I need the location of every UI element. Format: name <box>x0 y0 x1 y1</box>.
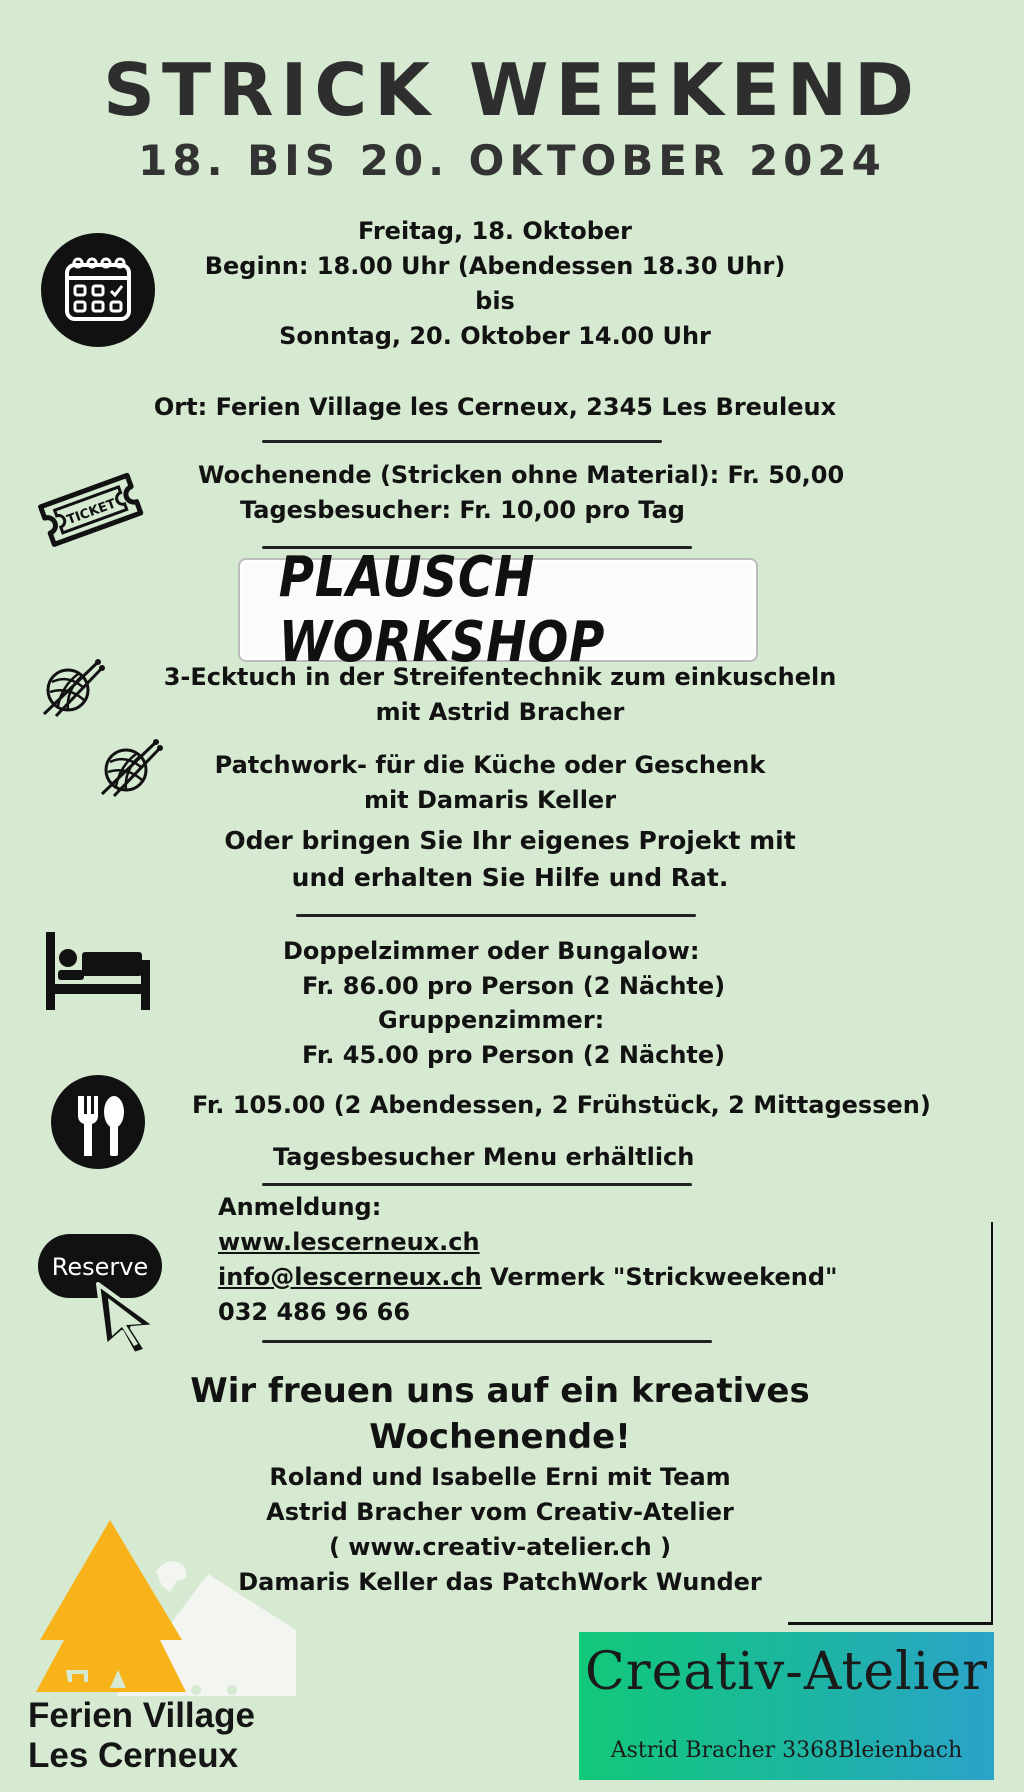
ticket-label: TICKET <box>64 496 119 529</box>
village-logo-icon <box>36 1520 296 1696</box>
village-logo-line-1: Ferien Village <box>28 1696 255 1735</box>
event-dates: 18. BIS 20. OKTOBER 2024 <box>138 136 886 185</box>
phone-number: 032 486 96 66 <box>218 1298 411 1326</box>
closing-team: Roland und Isabelle Erni mit Team <box>269 1463 731 1491</box>
page-title: STRICK WEEKEND <box>103 48 921 132</box>
village-logo-line-2: Les Cerneux <box>28 1736 239 1775</box>
atelier-logo <box>579 1632 994 1780</box>
own-project-note <box>160 822 860 896</box>
closing-atelier: Astrid Bracher vom Creativ-Atelier <box>266 1498 734 1526</box>
reserve-icon <box>38 1228 168 1354</box>
workshop-item-2-host: mit Damaris Keller <box>363 786 617 814</box>
room-group-label: Gruppenzimmer: <box>378 1006 605 1034</box>
closing-line-2: Wochenende! <box>369 1417 631 1457</box>
workshop-item-1-host: mit Astrid Bracher <box>375 698 625 726</box>
workshop-item-1 <box>130 660 870 730</box>
ticket-icon <box>30 458 150 558</box>
yarn-icon <box>38 654 106 718</box>
yarn-icon <box>96 734 164 798</box>
workshop-heading-box <box>240 545 756 675</box>
atelier-logo-subtitle: Astrid Bracher 3368Bleienbach <box>610 1738 963 1763</box>
closing-line-1: Wir freuen uns auf ein kreatives <box>190 1371 810 1411</box>
calendar-icon <box>40 232 156 348</box>
divider <box>296 914 696 917</box>
registration-block <box>218 1190 938 1330</box>
closing-patchwork: Damaris Keller das PatchWork Wunder <box>238 1568 762 1596</box>
divider <box>262 440 662 443</box>
divider <box>262 1340 712 1343</box>
email-note: Vermerk "Strickweekend" <box>481 1263 838 1291</box>
price-day: Tagesbesucher: Fr. 10,00 pro Tag <box>240 496 685 524</box>
schedule-until: bis <box>475 287 515 315</box>
room-double-label: Doppelzimmer oder Bungalow: <box>283 937 700 965</box>
website-link[interactable]: www.lescerneux.ch <box>218 1228 480 1256</box>
village-logo-text <box>28 1696 255 1776</box>
closing-atelier-url: ( www.creativ-atelier.ch ) <box>328 1533 672 1561</box>
price-weekend: Wochenende (Stricken ohne Material): Fr. 50,00 <box>198 461 845 489</box>
workshop-heading: PLAUSCH WORKSHOP <box>278 545 606 675</box>
own-project-line-1: Oder bringen Sie Ihr eigenes Projekt mit <box>224 826 796 855</box>
schedule-start-time: Beginn: 18.00 Uhr (Abendessen 18.30 Uhr) <box>204 252 786 280</box>
schedule-start-day: Freitag, 18. Oktober <box>357 217 632 245</box>
workshop-item-1-title: 3-Ecktuch in der Streifentechnik zum einkuscheln <box>163 663 837 691</box>
frame-line <box>788 1622 993 1625</box>
location: Ort: Ferien Village les Cerneux, 2345 Les Breuleux <box>153 393 837 421</box>
workshop-item-2-title: Patchwork- für die Küche oder Geschenk <box>214 751 766 779</box>
bed-icon <box>46 932 150 1010</box>
registration-label: Anmeldung: <box>218 1193 382 1221</box>
room-double-price: Fr. 86.00 pro Person (2 Nächte) <box>302 972 726 1000</box>
divider <box>262 1183 692 1186</box>
cutlery-icon <box>50 1074 146 1170</box>
frame-line <box>991 1222 993 1624</box>
schedule-end: Sonntag, 20. Oktober 14.00 Uhr <box>279 322 711 350</box>
meal-day-visitor: Tagesbesucher Menu erhältlich <box>273 1143 695 1171</box>
meal-price: Fr. 105.00 (2 Abendessen, 2 Frühstück, 2 Mittagessen) <box>192 1091 931 1119</box>
workshop-item-2 <box>160 748 820 818</box>
reserve-label: Reserve <box>51 1253 149 1281</box>
schedule-block <box>160 214 830 354</box>
email-link[interactable]: info@lescerneux.ch <box>218 1263 482 1291</box>
own-project-line-2: und erhalten Sie Hilfe und Rat. <box>291 863 729 892</box>
atelier-logo-title: Creativ-Atelier <box>584 1642 989 1702</box>
room-group-price: Fr. 45.00 pro Person (2 Nächte) <box>302 1041 726 1069</box>
